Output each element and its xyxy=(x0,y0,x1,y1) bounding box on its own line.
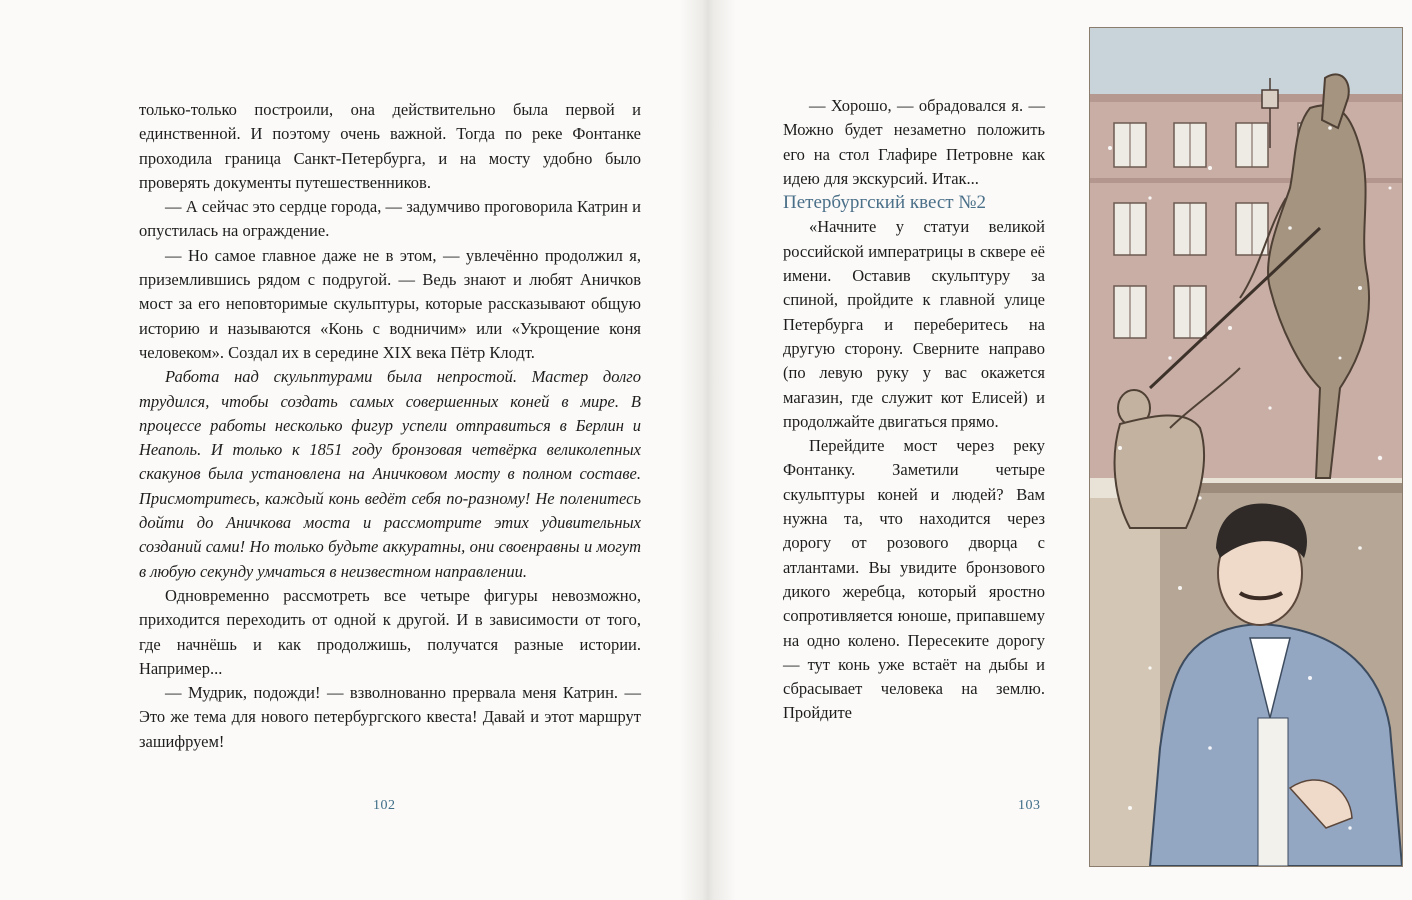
paragraph: Перейдите мост через реку Фонтанку. Заметили четыре скульптуры коней и людей? Вам нужна та, что находится через дорогу от розового дворца с атлантами. Вы увидите бронзового дикого жеребца, который яростно сопротивляется юноше, припавшему на одно колено. Пересеките дорогу — тут конь уже встаёт на дыбы и сбрасывает человека на землю. Пройдите xyxy=(783,436,1045,723)
page-number-right: 103 xyxy=(1018,798,1041,813)
paragraph: — Хорошо, — обрадовался я. — Можно будет незаметно положить его на стол Глафире Петровне как идею для экскурсий. Итак... xyxy=(783,96,1045,188)
paragraph: — Но самое главное даже не в этом, — увлечённо продолжил я, приземлившись рядом с подругой. — Ведь знают и любят Аничков мост за его неповторимые скульптуры, которые рассказывают общую историю и называются «Конь с водничим» или «Укрощение коня человеком». Создал их в середине XIX века Пётр Клодт. xyxy=(139,245,641,362)
illustration-horse-tamer xyxy=(1089,27,1403,867)
quest-heading: Петербургский квест №2 xyxy=(783,192,986,214)
paragraph: Одновременно рассмотреть все четыре фигуры невозможно, приходится переходить от одной к другой. И в зависимости от того, где начнёшь и как продолжишь, получатся разные истории. Например... xyxy=(139,585,641,678)
paragraph: «Начните у статуи великой российской императрицы в сквере её имени. Оставив скульптуру за спиной, пройдите к главной улице Петербурга и переберитесь на другую сторону. Сверните направо (по левую руку у вас окажется магазин, где служит кот Елисей) и продолжайте двигаться прямо. xyxy=(783,217,1045,431)
left-page-text xyxy=(139,98,641,754)
italic-paragraph: Работа над скульптурами была непростой. Мастер долго трудился, чтобы создать самых совершенных коней в мире. В процессе работы несколько фигур успели отправиться в Берлин и Неаполь. И только к 1851 году бронзовая четвёрка великолепных скакунов была установлена на Аничковом мосту в полном составе. Присмотритесь, каждый конь ведёт себя по-разному! Не поленитесь дойти до Аничкова моста и рассмотрите этих удивительных созданий сами! Но только будьте аккуратны, они своенравны и могут в любую секунду умчаться в неизвестном направлении. xyxy=(139,367,641,581)
right-page-text xyxy=(783,94,1045,726)
right-page xyxy=(706,0,1412,900)
paragraph: — Мудрик, подожди! — взволнованно прервала меня Катрин. — Это же тема для нового петербургского квеста! Давай и этот маршрут зашифруем! xyxy=(139,683,641,751)
paragraph: только-только построили, она действительно была первой и единственной. И поэтому очень важной. Тогда по реке Фонтанке проходила граница Санкт-Петербурга, и на мосту удобно было проверять документы путешественников. xyxy=(139,100,641,192)
paragraph: — А сейчас это сердце города, — задумчиво проговорила Катрин и опустилась на ограждение. xyxy=(139,197,641,241)
page-number-left: 102 xyxy=(373,798,396,813)
